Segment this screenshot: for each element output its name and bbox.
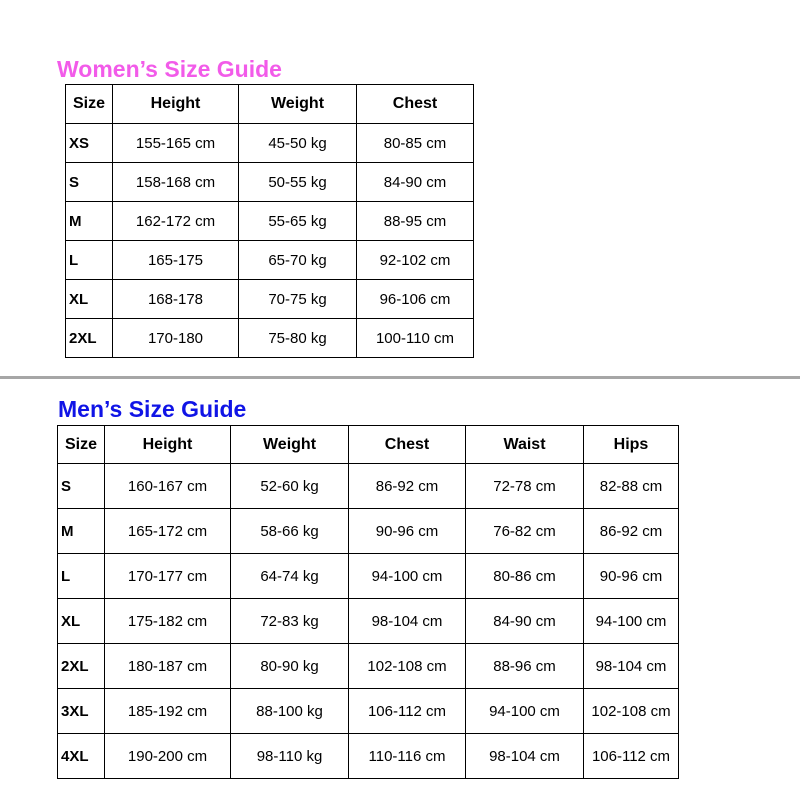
waist-cell: 72-78 cm bbox=[466, 464, 584, 509]
weight-cell: 98-110 kg bbox=[231, 734, 349, 779]
waist-cell: 84-90 cm bbox=[466, 599, 584, 644]
hips-cell: 82-88 cm bbox=[584, 464, 679, 509]
table-header-row bbox=[58, 426, 679, 464]
weight-cell: 75-80 kg bbox=[239, 319, 357, 358]
chest-cell: 86-92 cm bbox=[349, 464, 466, 509]
waist-cell: 80-86 cm bbox=[466, 554, 584, 599]
size-cell: L bbox=[66, 241, 113, 280]
waist-cell: 94-100 cm bbox=[466, 689, 584, 734]
table-row bbox=[58, 599, 679, 644]
height-cell: 168-178 bbox=[113, 280, 239, 319]
size-cell: S bbox=[58, 464, 105, 509]
size-cell: S bbox=[66, 163, 113, 202]
table-row bbox=[58, 644, 679, 689]
height-cell: 180-187 cm bbox=[105, 644, 231, 689]
hips-cell: 102-108 cm bbox=[584, 689, 679, 734]
size-cell: 4XL bbox=[58, 734, 105, 779]
chest-cell: 98-104 cm bbox=[349, 599, 466, 644]
column-header-chest: Chest bbox=[349, 426, 466, 464]
hips-cell: 94-100 cm bbox=[584, 599, 679, 644]
waist-cell: 76-82 cm bbox=[466, 509, 584, 554]
size-cell: 2XL bbox=[66, 319, 113, 358]
section-divider bbox=[0, 376, 800, 379]
column-header-hips: Hips bbox=[584, 426, 679, 464]
weight-cell: 55-65 kg bbox=[239, 202, 357, 241]
size-cell: L bbox=[58, 554, 105, 599]
size-cell: 3XL bbox=[58, 689, 105, 734]
hips-cell: 106-112 cm bbox=[584, 734, 679, 779]
height-cell: 185-192 cm bbox=[105, 689, 231, 734]
weight-cell: 80-90 kg bbox=[231, 644, 349, 689]
weight-cell: 45-50 kg bbox=[239, 124, 357, 163]
size-cell: 2XL bbox=[58, 644, 105, 689]
size-cell: M bbox=[66, 202, 113, 241]
waist-cell: 88-96 cm bbox=[466, 644, 584, 689]
column-header-size: Size bbox=[58, 426, 105, 464]
weight-cell: 64-74 kg bbox=[231, 554, 349, 599]
height-cell: 170-180 bbox=[113, 319, 239, 358]
weight-cell: 88-100 kg bbox=[231, 689, 349, 734]
mens-size-guide-title: Men’s Size Guide bbox=[58, 396, 247, 422]
column-header-waist: Waist bbox=[466, 426, 584, 464]
table-row bbox=[66, 124, 474, 163]
table-row bbox=[58, 509, 679, 554]
height-cell: 158-168 cm bbox=[113, 163, 239, 202]
column-header-chest: Chest bbox=[357, 85, 474, 124]
table-row bbox=[58, 464, 679, 509]
column-header-size: Size bbox=[66, 85, 113, 124]
height-cell: 162-172 cm bbox=[113, 202, 239, 241]
weight-cell: 50-55 kg bbox=[239, 163, 357, 202]
womens-size-table bbox=[65, 84, 474, 358]
height-cell: 155-165 cm bbox=[113, 124, 239, 163]
column-header-height: Height bbox=[113, 85, 239, 124]
table-row bbox=[66, 280, 474, 319]
column-header-weight: Weight bbox=[239, 85, 357, 124]
table-row bbox=[66, 202, 474, 241]
chest-cell: 84-90 cm bbox=[357, 163, 474, 202]
size-cell: M bbox=[58, 509, 105, 554]
table-row bbox=[58, 734, 679, 779]
weight-cell: 58-66 kg bbox=[231, 509, 349, 554]
chest-cell: 110-116 cm bbox=[349, 734, 466, 779]
chest-cell: 106-112 cm bbox=[349, 689, 466, 734]
height-cell: 190-200 cm bbox=[105, 734, 231, 779]
table-row bbox=[66, 319, 474, 358]
column-header-weight: Weight bbox=[231, 426, 349, 464]
chest-cell: 88-95 cm bbox=[357, 202, 474, 241]
column-header-height: Height bbox=[105, 426, 231, 464]
weight-cell: 52-60 kg bbox=[231, 464, 349, 509]
hips-cell: 90-96 cm bbox=[584, 554, 679, 599]
height-cell: 175-182 cm bbox=[105, 599, 231, 644]
weight-cell: 70-75 kg bbox=[239, 280, 357, 319]
waist-cell: 98-104 cm bbox=[466, 734, 584, 779]
table-row bbox=[66, 241, 474, 280]
table-row bbox=[58, 554, 679, 599]
height-cell: 165-172 cm bbox=[105, 509, 231, 554]
hips-cell: 98-104 cm bbox=[584, 644, 679, 689]
table-row bbox=[58, 689, 679, 734]
mens-size-table bbox=[57, 425, 679, 779]
size-cell: XL bbox=[58, 599, 105, 644]
chest-cell: 96-106 cm bbox=[357, 280, 474, 319]
hips-cell: 86-92 cm bbox=[584, 509, 679, 554]
height-cell: 165-175 bbox=[113, 241, 239, 280]
size-cell: XS bbox=[66, 124, 113, 163]
chest-cell: 80-85 cm bbox=[357, 124, 474, 163]
chest-cell: 100-110 cm bbox=[357, 319, 474, 358]
chest-cell: 94-100 cm bbox=[349, 554, 466, 599]
size-cell: XL bbox=[66, 280, 113, 319]
height-cell: 160-167 cm bbox=[105, 464, 231, 509]
womens-size-guide-title: Women’s Size Guide bbox=[57, 56, 282, 82]
table-row bbox=[66, 163, 474, 202]
chest-cell: 102-108 cm bbox=[349, 644, 466, 689]
weight-cell: 72-83 kg bbox=[231, 599, 349, 644]
height-cell: 170-177 cm bbox=[105, 554, 231, 599]
weight-cell: 65-70 kg bbox=[239, 241, 357, 280]
chest-cell: 92-102 cm bbox=[357, 241, 474, 280]
table-header-row bbox=[66, 85, 474, 124]
chest-cell: 90-96 cm bbox=[349, 509, 466, 554]
